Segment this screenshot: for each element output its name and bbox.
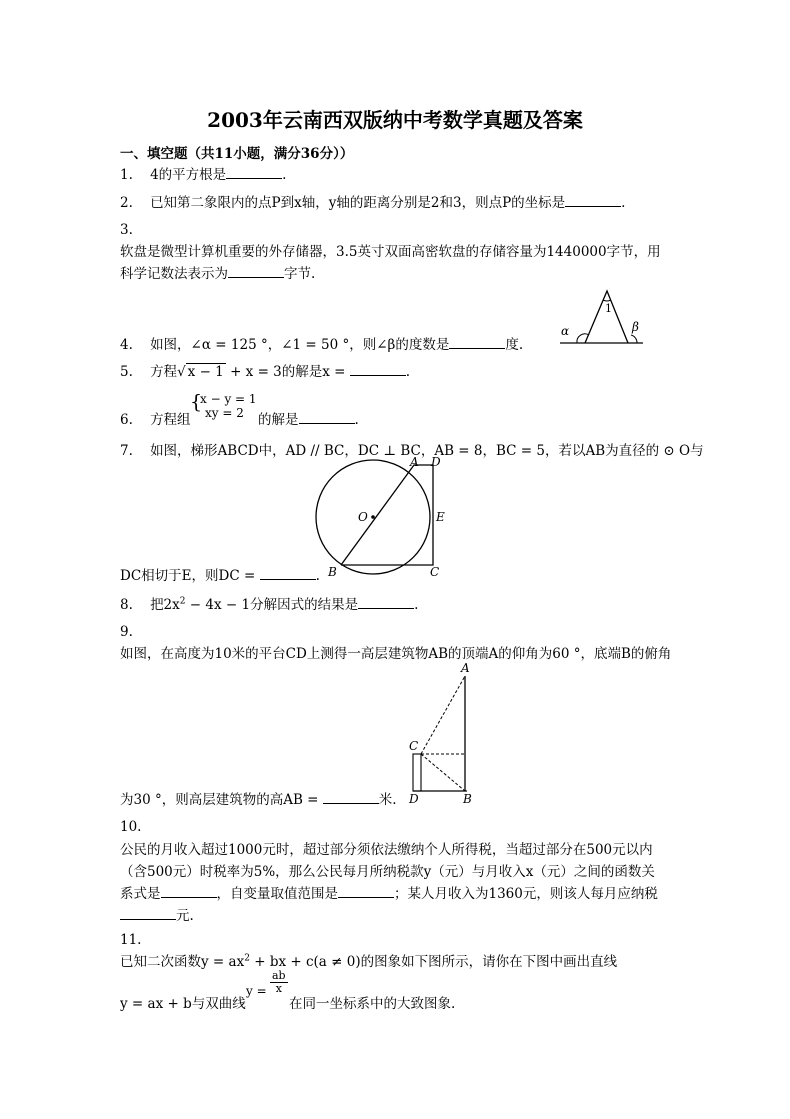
answer-blank	[161, 885, 217, 898]
question-text: 已知二次函数y = ax	[120, 954, 245, 970]
question-text-end: .	[405, 364, 411, 380]
label-e: E	[436, 510, 445, 524]
label-o: O	[358, 510, 368, 524]
answer-blank	[299, 411, 355, 424]
section-heading: 一、填空题（共11小题，满分36分））	[120, 146, 354, 162]
question-text-end: 字节.	[284, 266, 316, 282]
question-1	[120, 163, 286, 183]
question-text-end: .	[282, 167, 287, 183]
answer-blank	[323, 791, 379, 804]
label-c: C	[430, 565, 440, 579]
question-number: 2.	[120, 195, 133, 211]
question-text-end: .	[621, 195, 626, 211]
question-text: 方程组	[150, 412, 191, 428]
question-6	[120, 408, 191, 428]
answer-blank	[260, 567, 316, 580]
question-10-line1: 公民的月收入超过1000元时，超过部分须依法缴纳个人所得税，当超过部分在500元以内	[120, 842, 653, 858]
question-text-mid: 的解是	[258, 412, 299, 428]
question-number: 5.	[120, 364, 133, 380]
question-3-line2	[120, 262, 315, 282]
question-text-end: 度.	[505, 337, 524, 353]
answer-blank	[120, 907, 176, 920]
circle-trapezoid-figure	[310, 455, 460, 580]
question-text-end: 元.	[176, 908, 194, 924]
question-text-end: .	[354, 412, 359, 428]
fraction-denominator: x	[275, 982, 282, 995]
question-6-rest	[258, 408, 359, 428]
question-text-end: ；某人月收入为1360元，则该人每月应纳税	[394, 886, 658, 902]
question-11-line2b: 在同一坐标系中的大致图象.	[289, 996, 456, 1012]
question-text: 系式是	[120, 886, 161, 902]
question-number: 4.	[120, 337, 133, 353]
question-5	[120, 360, 410, 380]
exponent: 2	[179, 596, 186, 607]
question-10-line3	[120, 882, 658, 902]
question-11-line2a: y = ax + b与双曲线	[120, 996, 246, 1012]
question-number: 8.	[120, 597, 133, 613]
question-8	[120, 593, 418, 613]
hyperbola-y-eq: y =	[246, 984, 267, 998]
label-a: A	[410, 455, 419, 469]
equation-2: xy = 2	[205, 406, 244, 420]
answer-blank	[350, 363, 406, 376]
sqrt-symbol: √	[177, 364, 186, 380]
beta-label: β	[632, 320, 639, 334]
question-number: 1.	[120, 167, 133, 183]
question-10-number: 10.	[120, 819, 142, 835]
question-text: 如图，∠α = 125 °，∠1 = 50 °，则∠β的度数是	[150, 337, 450, 353]
triangle-figure	[555, 285, 650, 350]
label-c: C	[409, 739, 419, 753]
question-text-end: + bx + c(a ≠ 0)的图象如下图所示，请你在下图中画出直线	[249, 954, 618, 970]
question-9-number: 9.	[120, 624, 133, 640]
label-b: B	[328, 565, 337, 579]
question-2	[120, 191, 625, 211]
question-9-line2	[120, 788, 397, 808]
label-d: D	[431, 455, 441, 469]
page-title: 2003年云南西双版纳中考数学真题及答案	[207, 108, 583, 132]
question-9-line1: 如图，在高度为10米的平台CD上测得一高层建筑物AB的顶端A的仰角为60 °，底端B的俯角	[120, 646, 672, 662]
question-text-mid: − 4x − 1分解因式的结果是	[185, 597, 359, 613]
question-text: 方程	[150, 364, 178, 380]
question-number: 6.	[120, 412, 133, 428]
answer-blank	[228, 265, 284, 278]
label-d: D	[409, 792, 419, 805]
question-text: 已知第二象限内的点P到x轴，y轴的距离分别是2和3，则点P的坐标是	[150, 195, 566, 211]
question-text: 把2x	[150, 597, 180, 613]
question-text: 4的平方根是	[150, 167, 227, 183]
radicand: x − 1	[187, 364, 224, 380]
question-text-end: 米.	[378, 792, 397, 808]
answer-blank	[338, 885, 394, 898]
question-3-line1: 软盘是微型计算机重要的外存储器，3.5英寸双面高密软盘的存储容量为1440000字节，用	[120, 244, 661, 260]
angle-one-label: 1	[605, 302, 612, 315]
question-11-number: 11.	[120, 932, 142, 948]
question-text: 如图，梯形ABCD中，AD // BC，DC ⊥ BC，AB = 8，BC = 5，若以AB为直径的 ⊙ O与	[150, 443, 704, 459]
question-11-line1	[120, 950, 617, 970]
question-text-end: .	[414, 597, 419, 613]
alpha-label: α	[561, 324, 570, 338]
question-7-line2	[120, 564, 320, 584]
question-3-number: 3.	[120, 222, 133, 238]
question-text-end: .	[315, 568, 320, 584]
question-number: 7.	[120, 443, 133, 459]
question-text-mid: ，自变量取值范围是	[216, 886, 338, 902]
answer-blank	[358, 596, 414, 609]
question-text: DC相切于E，则DC =	[120, 568, 260, 584]
question-10-line4	[120, 904, 194, 924]
fraction-numerator: ab	[272, 969, 286, 982]
exponent: 2	[244, 953, 250, 964]
question-text-mid: + x = 3的解是x =	[225, 364, 350, 380]
question-text: 科学记数法表示为	[120, 266, 228, 282]
label-b: B	[463, 792, 472, 805]
answer-blank	[565, 194, 621, 207]
equation-1: x − y = 1	[200, 392, 257, 406]
question-10-line2: （含500元）时税率为5%，那么公民每月所纳税款y（元）与月收入x（元）之间的函数关	[120, 864, 655, 880]
label-a: A	[461, 661, 470, 675]
question-4	[120, 333, 523, 353]
building-figure	[405, 660, 485, 805]
fraction	[270, 970, 288, 995]
brace: {	[190, 391, 203, 413]
question-text: 为30 °，则高层建筑物的高AB =	[120, 792, 323, 808]
answer-blank	[449, 336, 505, 349]
answer-blank	[226, 166, 282, 179]
